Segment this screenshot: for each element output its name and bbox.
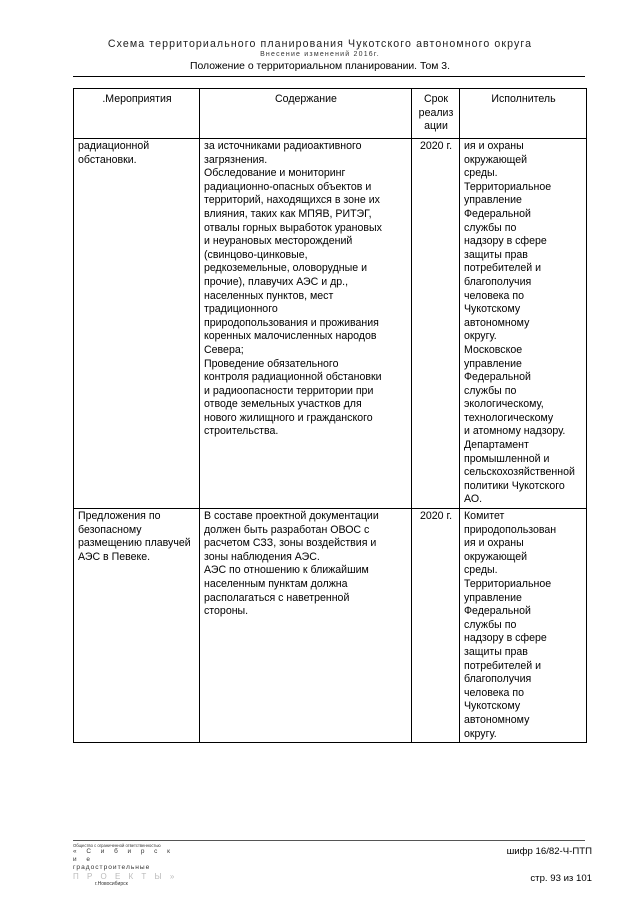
content-line: традиционного xyxy=(204,303,278,316)
header-subtitle: Внесение изменений 2016г. xyxy=(260,51,380,58)
executor-line: Федеральной xyxy=(464,207,531,220)
term-cell: 2020 г. xyxy=(412,139,460,509)
executor-line: благополучия xyxy=(464,673,532,686)
org-name-line3: П Р О Е К Т Ы » xyxy=(73,872,178,881)
executor-line: управление xyxy=(464,194,522,207)
event-line: размещению плавучей xyxy=(78,537,191,550)
executor-cell xyxy=(460,139,587,509)
content-line: населенных пунктов, мест xyxy=(204,289,334,302)
org-name-line2: градостроительные xyxy=(73,864,151,871)
executor-line: окружающей xyxy=(464,550,528,563)
event-line: Предложения по xyxy=(78,510,161,523)
content-line: прочие), плавучих АЭС и др., xyxy=(204,275,349,288)
executor-line: службы по xyxy=(464,384,517,397)
content-line: контроля радиационной обстановки xyxy=(204,371,382,384)
executor-line: службы по xyxy=(464,221,517,234)
content-line: территорий, находящихся в зоне их xyxy=(204,194,380,207)
event-line: безопасному xyxy=(78,523,142,536)
column-header-executor xyxy=(460,89,587,139)
executor-line: защиты прав xyxy=(464,248,528,261)
executor-line: ия и охраны xyxy=(464,140,524,152)
content-line: отводе земельных участков для xyxy=(204,398,362,411)
org-name-line1: « С и б и р с к и е xyxy=(73,848,174,863)
content-line: влияния, таких как МПЯВ, РИТЭГ, xyxy=(204,207,372,220)
executor-line: автономному xyxy=(464,713,530,726)
executor-line: политики Чукотского xyxy=(464,479,565,492)
executor-line: технологическому xyxy=(464,411,554,424)
executor-line: промышленной и xyxy=(464,452,550,465)
content-line: нового жилищного и гражданского xyxy=(204,411,373,424)
column-header-term xyxy=(412,89,460,139)
executor-line: Территориальное xyxy=(464,180,552,193)
executor-line: человека по xyxy=(464,686,524,699)
executor-line: окружающей xyxy=(464,153,528,166)
content-line: (свинцово-цинковые, xyxy=(204,248,308,261)
event-line: обстановки. xyxy=(78,153,137,166)
executor-line: потребителей и xyxy=(464,659,542,672)
footer-divider xyxy=(73,840,585,841)
executor-line: Департамент xyxy=(464,439,529,452)
content-line: АЭС по отношению к ближайшим xyxy=(204,564,369,577)
executor-cell xyxy=(460,509,587,743)
header-title: Схема территориального планирования Чукотского автономного округа xyxy=(107,38,533,50)
content-line: загрязнения. xyxy=(204,153,268,166)
term-cell: 2020 г. xyxy=(412,509,460,743)
executor-line: Федеральной xyxy=(464,371,531,384)
column-header-line: .Мероприятия xyxy=(102,93,172,105)
content-line: Севера; xyxy=(204,343,244,356)
content-line: радиационно-опасных объектов и xyxy=(204,180,372,193)
header-divider xyxy=(73,76,585,77)
executor-line: надзору в сфере xyxy=(464,632,547,645)
content-line: должен быть разработан ОВОС с xyxy=(204,523,370,536)
executor-line: Московское xyxy=(464,343,523,356)
content-line: отвалы горных выработок урановых xyxy=(204,221,382,234)
content-line: и радиоопасности территории при xyxy=(204,384,374,397)
executor-line: сельскохозяйственной xyxy=(464,466,575,479)
content-line: за источниками радиоактивного xyxy=(204,140,362,152)
column-header-content xyxy=(200,89,412,139)
column-header-event xyxy=(74,89,200,139)
executor-line: автономному xyxy=(464,316,530,329)
table-row xyxy=(74,139,587,509)
executor-line: и атомному надзору. xyxy=(464,425,566,438)
executor-line: среды. xyxy=(464,167,498,180)
org-legal-form: Общество с ограниченной ответственностью xyxy=(73,843,161,848)
content-cell xyxy=(200,509,412,743)
content-line: населенным пунктам должна xyxy=(204,578,348,590)
executor-line: службы по xyxy=(464,618,517,631)
measures-table xyxy=(73,88,587,743)
executor-line: Комитет xyxy=(464,510,505,523)
organization-logo xyxy=(73,843,183,888)
table-row xyxy=(74,509,587,743)
executor-line: округу. xyxy=(464,727,497,740)
executor-line: благополучия xyxy=(464,275,532,288)
content-cell xyxy=(200,139,412,509)
page-header xyxy=(0,38,640,72)
content-line: зоны наблюдения АЭС. xyxy=(204,550,320,563)
column-header-line: ации xyxy=(424,120,448,133)
column-header-line: Исполнитель xyxy=(491,93,556,105)
column-header-line: Срок xyxy=(423,93,449,105)
executor-line: среды. xyxy=(464,564,498,577)
content-line: расчетом СЗЗ, зоны воздействия и xyxy=(204,537,377,550)
event-line: АЭС в Певеке. xyxy=(78,550,151,563)
executor-line: управление xyxy=(464,357,522,370)
content-line: природопользования и проживания xyxy=(204,316,379,329)
executor-line: человека по xyxy=(464,289,524,302)
content-line: располагаться с наветренной xyxy=(204,591,350,604)
executor-line: экологическому, xyxy=(464,398,544,411)
executor-line: природопользован xyxy=(464,523,557,536)
org-city: г.Новосибирск xyxy=(95,881,128,887)
content-line: редкоземельные, оловорудные и xyxy=(204,262,368,275)
executor-line: надзору в сфере xyxy=(464,235,547,248)
executor-line: Чукотскому xyxy=(464,700,521,713)
content-line: стороны. xyxy=(204,605,249,618)
column-header-line: реализ xyxy=(418,106,454,119)
executor-line: округу. xyxy=(464,330,497,343)
content-line: строительства. xyxy=(204,425,279,438)
executor-line: АО. xyxy=(464,493,483,506)
executor-line: ия и охраны xyxy=(464,537,524,550)
executor-line: Чукотскому xyxy=(464,303,521,316)
column-header-line: Содержание xyxy=(275,93,337,105)
executor-line: потребителей и xyxy=(464,262,542,275)
table-header-row xyxy=(74,89,587,139)
content-line: Проведение обязательного xyxy=(204,357,339,370)
event-cell xyxy=(74,509,200,743)
executor-line: защиты прав xyxy=(464,645,528,658)
executor-line: Федеральной xyxy=(464,605,531,618)
content-line: и неурановых месторождений xyxy=(204,235,353,248)
content-line: коренных малочисленных народов xyxy=(204,330,377,343)
content-line: Обследование и мониторинг xyxy=(204,167,346,180)
content-line: В составе проектной документации xyxy=(204,510,379,523)
header-document: Положение о территориальном планировании. Том 3. xyxy=(190,61,450,72)
event-line: радиационной xyxy=(78,140,150,152)
document-cipher: шифр 16/82-Ч-ПТП xyxy=(506,846,592,857)
executor-line: управление xyxy=(464,591,522,604)
page-number: стр. 93 из 101 xyxy=(530,873,592,884)
executor-line: Территориальное xyxy=(464,578,552,590)
event-cell xyxy=(74,139,200,509)
